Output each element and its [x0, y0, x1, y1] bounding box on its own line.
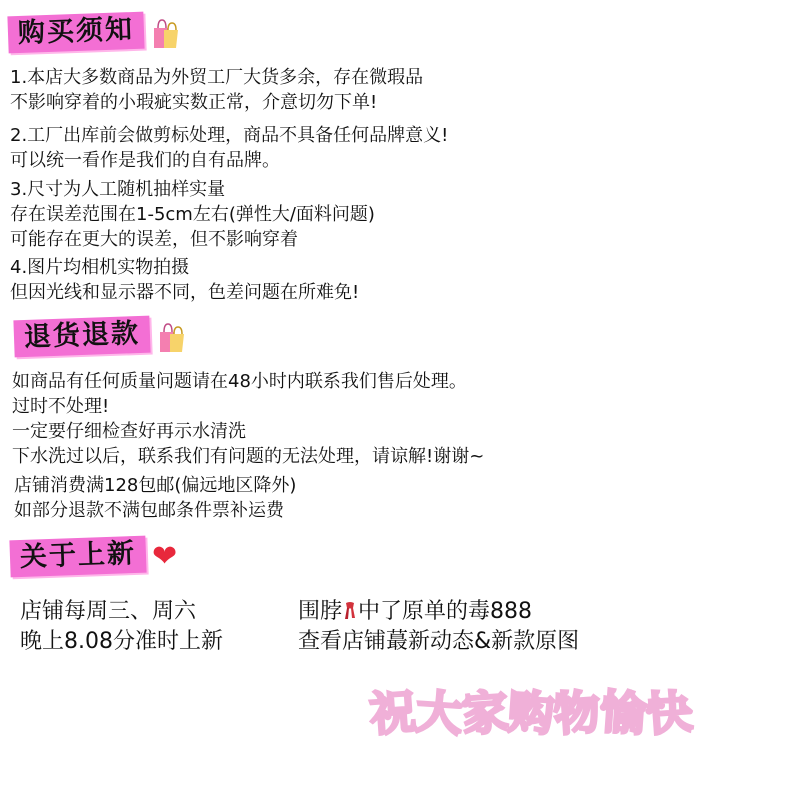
heading-label: 关于上新	[9, 536, 146, 578]
banner-char: 快	[644, 684, 694, 742]
happy-shopping-banner	[370, 683, 692, 743]
weibo-suffix: 中了原单的毒888	[358, 599, 533, 624]
notice-line: 可以统一看作是我们的自有品牌。	[10, 150, 280, 171]
returns-line: 如部分退款不满包邮条件票补运费	[14, 500, 284, 521]
shopping-bags-icon	[150, 16, 180, 50]
scarf-icon	[343, 601, 357, 621]
heading-new-arrivals	[10, 538, 177, 575]
notice-line: 可能存在更大的误差，但不影响穿着	[10, 229, 298, 250]
returns-line: 如商品有任何质量问题请在48小时内联系我们售后处理。	[12, 371, 467, 392]
notice-line: 存在误差范围在1-5cm左右(弹性大/面料问题)	[10, 204, 375, 225]
notice-line: 但因光线和显示器不同，色差问题在所难免!	[10, 282, 360, 303]
returns-line: 过时不处理!	[12, 396, 110, 417]
new-arrivals-schedule-line: 店铺每周三、周六	[20, 599, 197, 624]
banner-char: 购	[506, 684, 556, 742]
shopping-bags-icon	[156, 320, 186, 354]
heading-label: 购买须知	[7, 12, 144, 54]
banner-char: 大	[414, 684, 464, 742]
returns-line: 店铺消费满128包邮(偏远地区降外)	[14, 475, 297, 496]
banner-char: 愉	[598, 684, 648, 742]
banner-char: 祝	[368, 684, 418, 742]
weibo-prefix: 围脖	[298, 599, 343, 624]
red-heart-icon: ❤	[152, 538, 178, 574]
store-updates-line: 查看店铺蕞新动态&新款原图	[298, 629, 580, 654]
heading-returns	[14, 318, 186, 355]
notice-line: 4.图片均相机实物拍摄	[10, 257, 190, 278]
heading-purchase-notice	[8, 14, 180, 51]
notice-line: 不影响穿着的小瑕疵实数正常，介意切勿下单!	[10, 92, 378, 113]
returns-line: 下水洗过以后，联系我们有问题的无法处理，请谅解!谢谢~	[12, 446, 485, 467]
returns-line: 一定要仔细检查好再示水清洗	[12, 421, 246, 442]
heading-label: 退货退款	[13, 316, 150, 358]
notice-line: 1.本店大多数商品为外贸工厂大货多余，存在微瑕品	[10, 67, 424, 88]
banner-char: 物	[552, 684, 602, 742]
notice-line: 2.工厂出库前会做剪标处理，商品不具备任何品牌意义!	[10, 125, 449, 146]
notice-line: 3.尺寸为人工随机抽样实量	[10, 179, 226, 200]
weibo-line	[298, 596, 532, 628]
banner-char: 家	[460, 684, 510, 742]
new-arrivals-schedule-line: 晚上8.08分准时上新	[20, 629, 223, 654]
